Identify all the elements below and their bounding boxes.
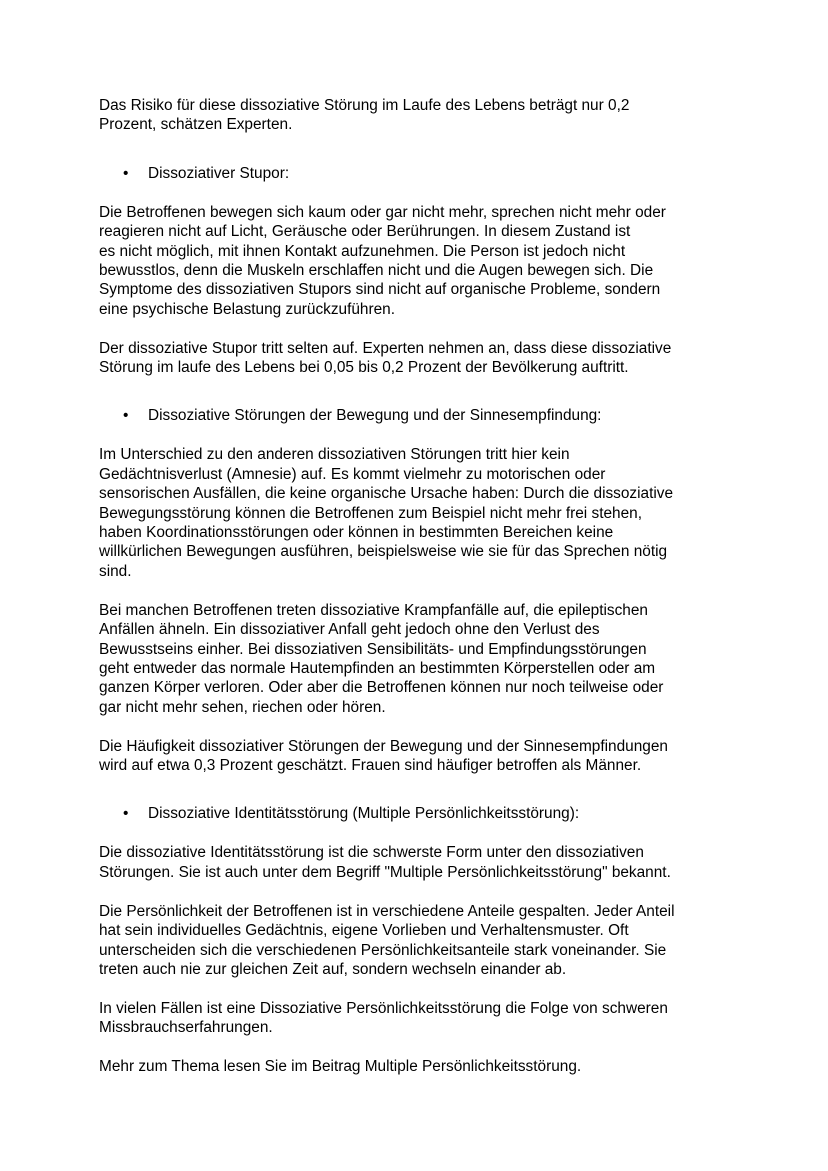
paragraph [99,843,739,882]
paragraph [99,445,739,581]
text-line: Symptome des dissoziativen Stupors sind nicht auf organische Probleme, sondern [99,281,661,299]
heading-text: Dissoziativer Stupor: [148,164,290,182]
text-line: haben Koordinationsstörungen oder können in bestimmten Bereichen keine [99,524,614,541]
text-line: Bewusstseins einher. Bei dissoziativen Sensibilitäts- und Empfindungsstörungen [99,640,647,658]
text-line: Prozent, schätzen Experten. [99,116,293,134]
text-line: sind. [99,562,132,580]
text-line: Bewegungsstörung können die Betroffenen zum Beispiel nicht mehr frei stehen, [99,504,642,522]
text-line: ganzen Körper verloren. Oder aber die Betroffenen können nur noch teilweise oder [99,679,664,697]
text-line: Missbrauchserfahrungen. [99,1019,273,1037]
text-line: Die Betroffenen bewegen sich kaum oder gar nicht mehr, sprechen nicht mehr oder [99,203,666,221]
bullet-icon: • [123,164,129,182]
text-line: geht entweder das normale Hautempfinden an bestimmten Körperstellen oder am [99,659,656,677]
text-line: Mehr zum Thema lesen Sie im Beitrag Multiple Persönlichkeitsstörung. [99,1058,582,1076]
text-line: In vielen Fällen ist eine Dissoziative Persönlichkeitsstörung die Folge von schweren [99,999,668,1017]
text-line: hat sein individuelles Gedächtnis, eigene Vorlieben und Verhaltensmuster. Oft [99,922,629,940]
paragraph [99,999,739,1038]
text-line: Die Häufigkeit dissoziativer Störungen der Bewegung und der Sinnesempfindungen [99,737,668,755]
text-line: Das Risiko für diese dissoziative Störung im Laufe des Lebens beträgt nur 0,2 [99,97,630,114]
paragraph [99,601,739,717]
section-heading-stupor [99,164,739,183]
text-line: treten auch nie zur gleichen Zeit auf, sondern wechseln einander ab. [99,960,567,978]
text-line: gar nicht mehr sehen, riechen oder hören. [99,698,386,716]
bullet-icon: • [123,407,129,425]
text-line: bewusstlos, denn die Muskeln erschlaffen nicht und die Augen bewegen sich. Die [99,261,654,279]
section-heading-movement [99,406,739,425]
paragraph [99,203,739,319]
text-line: Störung im laufe des Lebens bei 0,05 bis 0,2 Prozent der Bevölkerung auftritt. [99,359,629,377]
paragraph [99,339,739,378]
text-line: eine psychische Belastung zurückzuführen. [99,300,396,318]
text-line: Anfällen ähneln. Ein dissoziativer Anfall geht jedoch ohne den Verlust des [99,621,600,639]
text-line: wird auf etwa 0,3 Prozent geschätzt. Frauen sind häufiger betroffen als Männer. [99,757,642,775]
text-line: Der dissoziative Stupor tritt selten auf. Experten nehmen an, dass diese dissoziative [99,339,672,357]
paragraph [99,737,739,776]
text-line: Im Unterschied zu den anderen dissoziativen Störungen tritt hier kein [99,446,570,464]
bullet-icon: • [123,805,129,823]
document-page [99,96,739,1077]
text-line: Die dissoziative Identitätsstörung ist die schwerste Form unter den dissoziativen [99,844,644,862]
text-line: es nicht möglich, mit ihnen Kontakt aufzunehmen. Die Person ist jedoch nicht [99,242,626,260]
paragraph [99,902,739,980]
heading-text: Dissoziative Störungen der Bewegung und der Sinnesempfindung: [148,407,602,425]
section-heading-identity [99,804,739,823]
paragraph [99,1057,739,1076]
text-line: willkürlichen Bewegungen ausführen, beispielsweise wie sie für das Sprechen nötig [99,543,668,561]
text-line: reagieren nicht auf Licht, Geräusche oder Berührungen. In diesem Zustand ist [99,223,631,241]
heading-text: Dissoziative Identitätsstörung (Multiple Persönlichkeitsstörung): [148,805,580,823]
text-line: Bei manchen Betroffenen treten dissoziative Krampfanfälle auf, die epileptischen [99,601,648,619]
text-line: Gedächtnisverlust (Amnesie) auf. Es kommt vielmehr zu motorischen oder [99,465,606,483]
paragraph-intro [99,96,739,135]
text-line: Die Persönlichkeit der Betroffenen ist in verschiedene Anteile gespalten. Jeder Anteil [99,902,675,920]
text-line: sensorischen Ausfällen, die keine organische Ursache haben: Durch die dissoziative [99,485,674,503]
text-line: unterscheiden sich die verschiedenen Persönlichkeitsanteile stark voneinander. Sie [99,941,667,959]
text-line: Störungen. Sie ist auch unter dem Begriff "Multiple Persönlichkeitsstörung" bekannt. [99,863,671,881]
